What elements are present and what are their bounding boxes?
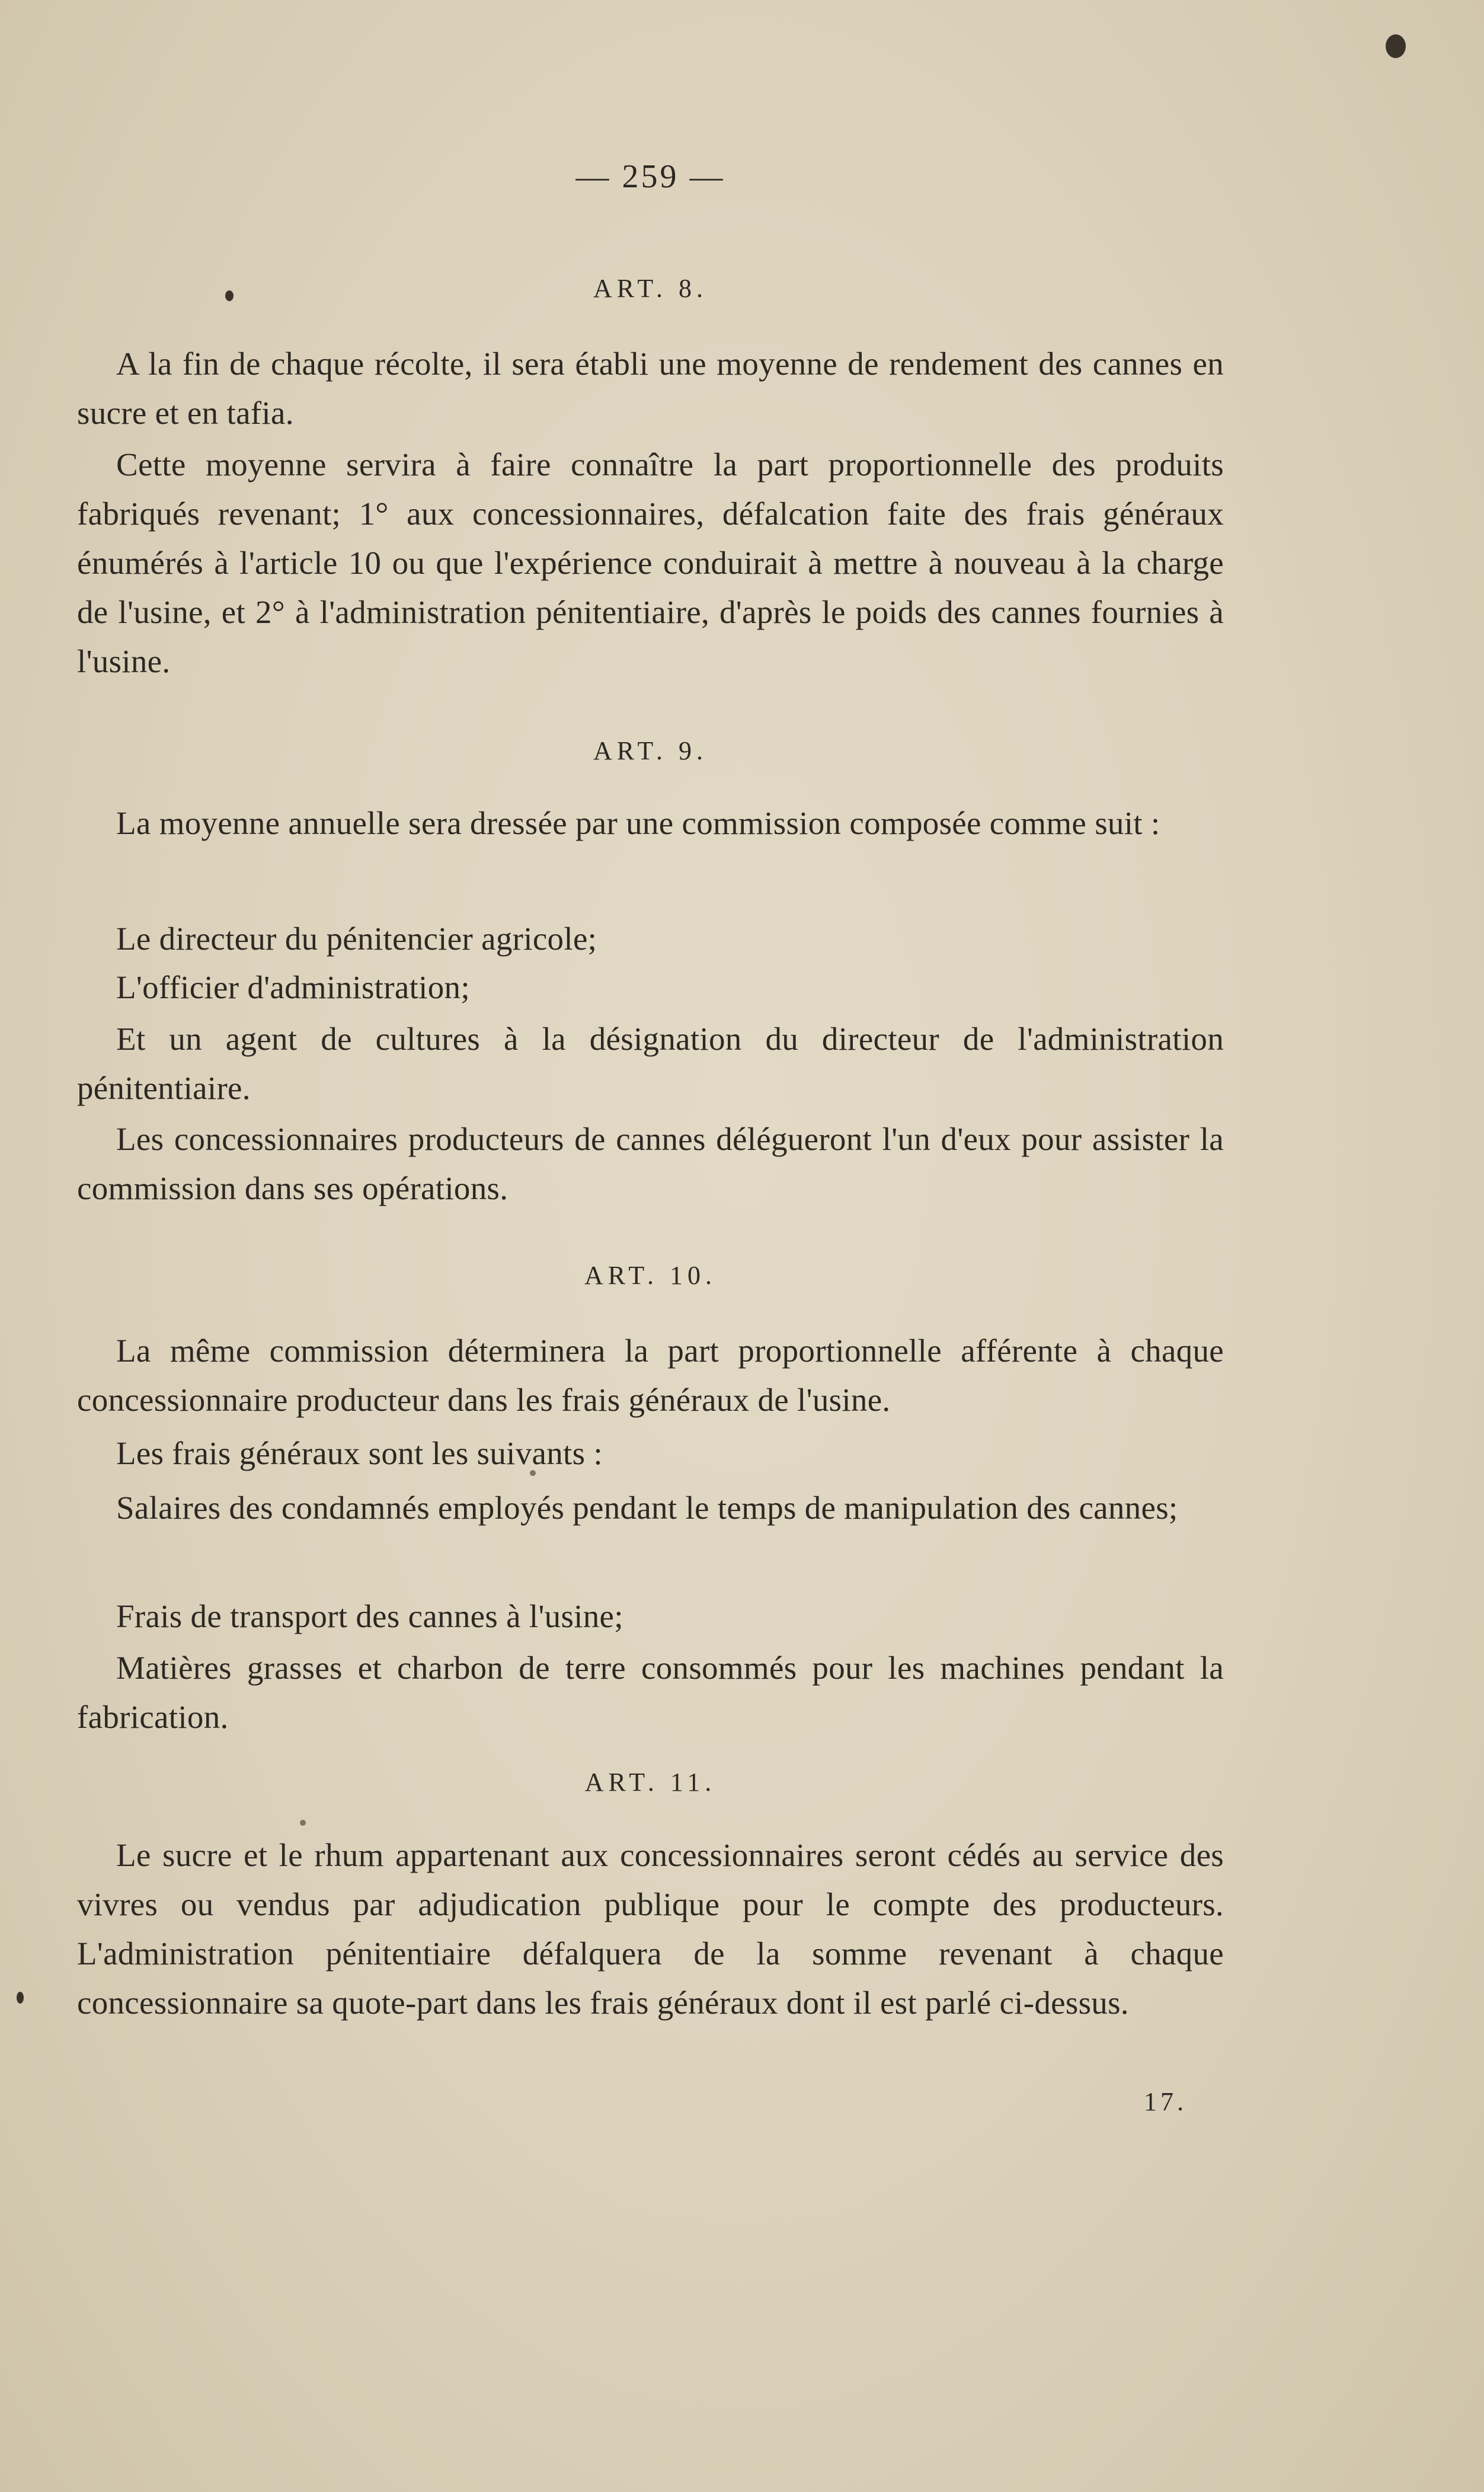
ink-speck: [300, 1820, 306, 1826]
article-9-title: ART. 9.: [593, 736, 708, 765]
page-number: — 259 —: [575, 158, 725, 195]
article-9-paragraph-1: La moyenne annuelle sera dressée par une commission composée comme suit :: [116, 805, 1160, 841]
article-8-title: ART. 8.: [593, 274, 708, 303]
article-10-paragraph-4: Frais de transport des cannes à l'usine;: [116, 1598, 623, 1634]
article-10-title: ART. 10.: [584, 1261, 717, 1290]
ink-speck: [1386, 34, 1406, 58]
article-8-paragraph-1: A la fin de chaque récolte, il sera établi une moyenne de rendement des cannes en sucre et en tafia.: [77, 346, 1224, 431]
article-9-paragraph-5: Les concessionnaires producteurs de cannes délégueront l'un d'eux pour assister la commission dans ses opérations.: [77, 1121, 1224, 1206]
article-10-paragraph-3: Salaires des condamnés employés pendant le temps de manipulation des cannes;: [116, 1490, 1178, 1526]
article-10-paragraph-2: Les frais généraux sont les suivants :: [116, 1435, 603, 1471]
article-11-title: ART. 11.: [584, 1768, 717, 1797]
article-11-paragraph-1: Le sucre et le rhum appartenant aux concessionnaires seront cédés au service des vivres ou vendus par adjudication publique pour le compte des producteurs. L'administration pénitentiaire défalquera de la somme revenant à chaque concessionnaire sa quote-part dans les frais généraux dont il est parlé ci-dessus.: [77, 1837, 1224, 2021]
article-9-paragraph-4: Et un agent de cultures à la désignation du directeur de l'administration pénitentiaire.: [77, 1021, 1224, 1106]
article-9-paragraph-3: L'officier d'administration;: [116, 969, 470, 1005]
article-9-paragraph-2: Le directeur du pénitencier agricole;: [116, 921, 597, 957]
ink-speck: [17, 1992, 24, 2004]
signature-mark: 17.: [1144, 2087, 1187, 2116]
article-10-paragraph-5: Matières grasses et charbon de terre consommés pour les machines pendant la fabrication.: [77, 1650, 1224, 1735]
article-8-paragraph-2: Cette moyenne servira à faire connaître la part proportionnelle des produits fabriqués revenant; 1° aux concessionnaires, défalcation faite des frais généraux énumérés à l'article 10 ou que l'expérience conduirait à mettre à nouveau à la charge de l'usine, et 2° à l'administration pénitentiaire, d'après le poids des cannes fournies à l'usine.: [77, 446, 1224, 679]
article-10-paragraph-1: La même commission déterminera la part proportionnelle afférente à chaque concessionnaire producteur dans les frais généraux de l'usine.: [77, 1333, 1224, 1418]
